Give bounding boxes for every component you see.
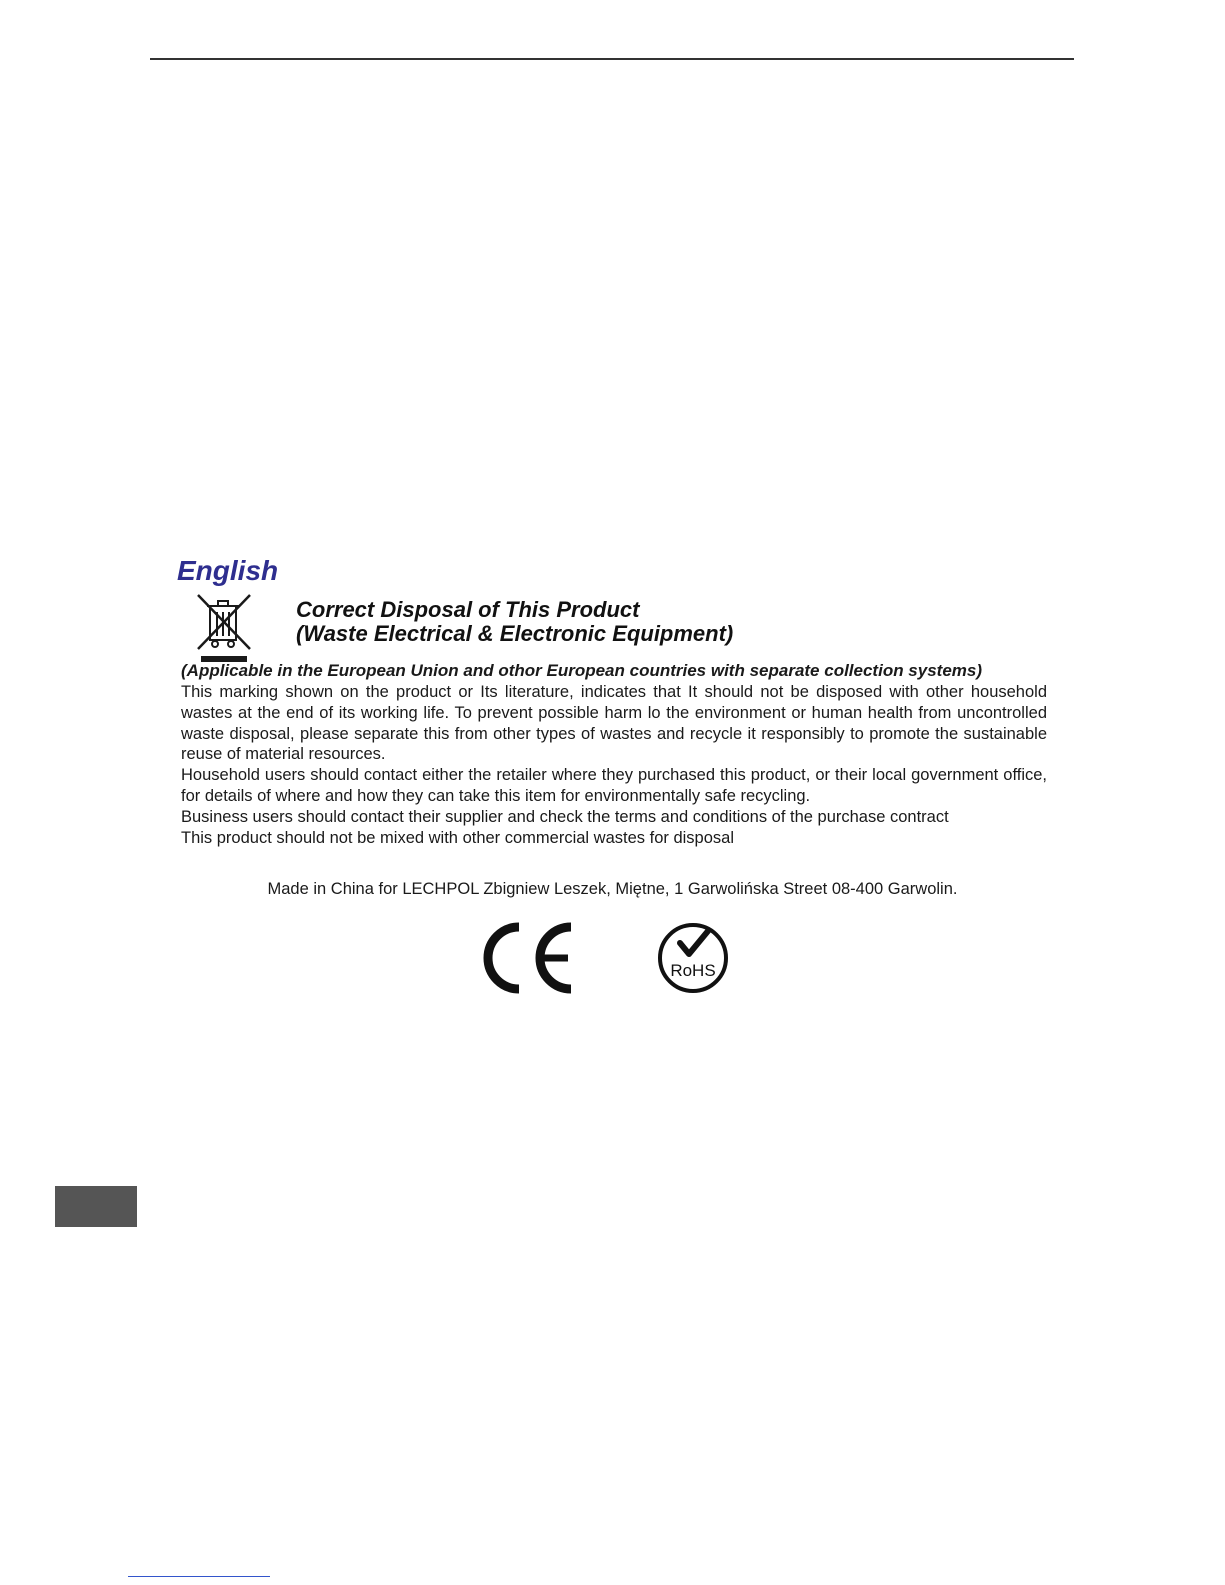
rohs-label: RoHS — [670, 961, 716, 980]
manufacturer-line: Made in China for LECHPOL Zbigniew Leszek, Miętne, 1 Garwolińska Street 08-400 Garwolin. — [267, 880, 958, 898]
disposal-paragraph-4: This product should not be mixed with other commercial wastes for disposal — [181, 828, 734, 847]
disposal-title-line1: Correct Disposal of This Product — [296, 597, 640, 622]
disposal-title — [296, 598, 733, 646]
disposal-paragraph-2: Household users should contact either the retailer where they purchased this product, or their local government office, for details of where and how they can take this item for environmentally safe recycling. — [181, 766, 1047, 805]
disposal-title-line2: (Waste Electrical & Electronic Equipment) — [296, 621, 734, 646]
ce-mark-icon — [480, 920, 580, 996]
crossed-bin-icon — [193, 592, 255, 664]
footer-link-underline — [128, 1576, 270, 1577]
disposal-paragraph-3: Business users should contact their supplier and check the terms and conditions of the purchase contract — [181, 807, 949, 826]
page-tab-marker — [55, 1186, 137, 1227]
header-rule — [150, 58, 1074, 60]
disposal-body — [181, 682, 1047, 848]
applicability-note: (Applicable in the European Union and othor European countries with separate collection systems) — [181, 661, 983, 680]
language-heading: English — [177, 555, 279, 586]
disposal-paragraph-1: This marking shown on the product or Its literature, indicates that It should not be disposed with other household wastes at the end of its working life. To prevent possible harm lo the environment or human health from uncontrolled waste disposal, please separate this from other types of wastes and recycle it responsibly to promote the sustainable reuse of material resources. — [181, 683, 1047, 764]
rohs-mark-icon — [656, 921, 730, 995]
